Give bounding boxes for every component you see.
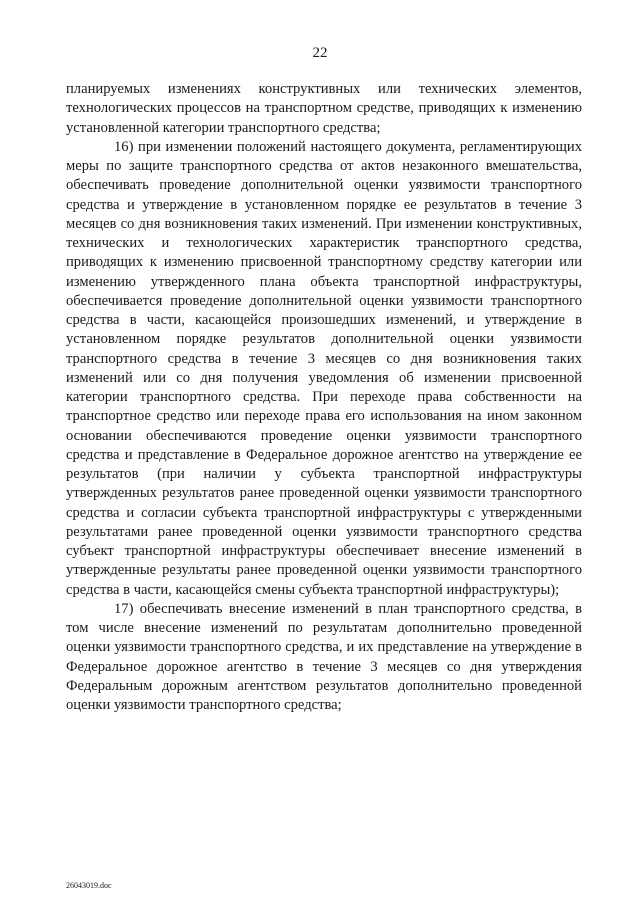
footer-file-code: 26043019.doc (66, 881, 112, 890)
paragraph-continuation: планируемых изменениях конструктивных или технических элементов, технологических процессов на транспортном средстве, приводящих к изменению установленной категории транспортного средства; (66, 81, 582, 136)
document-body (66, 80, 582, 715)
paragraph-item-17: 17) обеспечивать внесение изменений в план транспортного средства, в том числе внесение изменений по результатам дополнительно проведенной оценки уязвимости транспортного средства, и их представление на утверждение в Федеральное дорожное агентство в течение 3 месяцев со дня утверждения Федеральным дорожным агентством результатов дополнительно проведенной оценки уязвимости транспортного средства; (66, 600, 582, 713)
page-number: 22 (312, 45, 328, 61)
paragraph-item-16: 16) при изменении положений настоящего документа, регламентирующих меры по защите транспортного средства от актов незаконного вмешательства, обеспечивать проведение дополнительной оценки уязвимости транспортного средства и утверждение в установленном порядке ее результатов в течение 3 месяцев со дня возникновения таких изменений. При изменении конструктивных, технических и технологических характеристик транспортного средства, приводящих к изменению присвоенной транспортному средству категории или изменению утвержденного плана объекта транспортной инфраструктуры, обеспечивается проведение дополнительной оценки уязвимости транспортного средства в части, касающейся произошедших изменений, и утверждение в установленном порядке результатов дополнительной оценки уязвимости транспортного средства в течение 3 месяцев со дня возникновения таких изменений или со дня получения уведомления об изменении присвоенной категории транспортного средства. При переходе права собственности на транспортное средство или переходе права его использования на ином законном основании обеспечиваются проведение оценки уязвимости транспортного средства и представление в Федеральное дорожное агентство на утверждение ее результатов (при наличии у субъекта транспортной инфраструктуры утвержденных результатов ранее проведенной оценки уязвимости транспортного средства и согласии субъекта транспортной инфраструктуры с утвержденными результатами ранее проведенной оценки уязвимости транспортного средства субъект транспортной инфраструктуры обеспечивает внесение изменений в утвержденные результаты ранее проведенной оценки уязвимости транспортного средства в части, касающейся смены субъекта транспортной инфраструктуры); (66, 138, 582, 598)
